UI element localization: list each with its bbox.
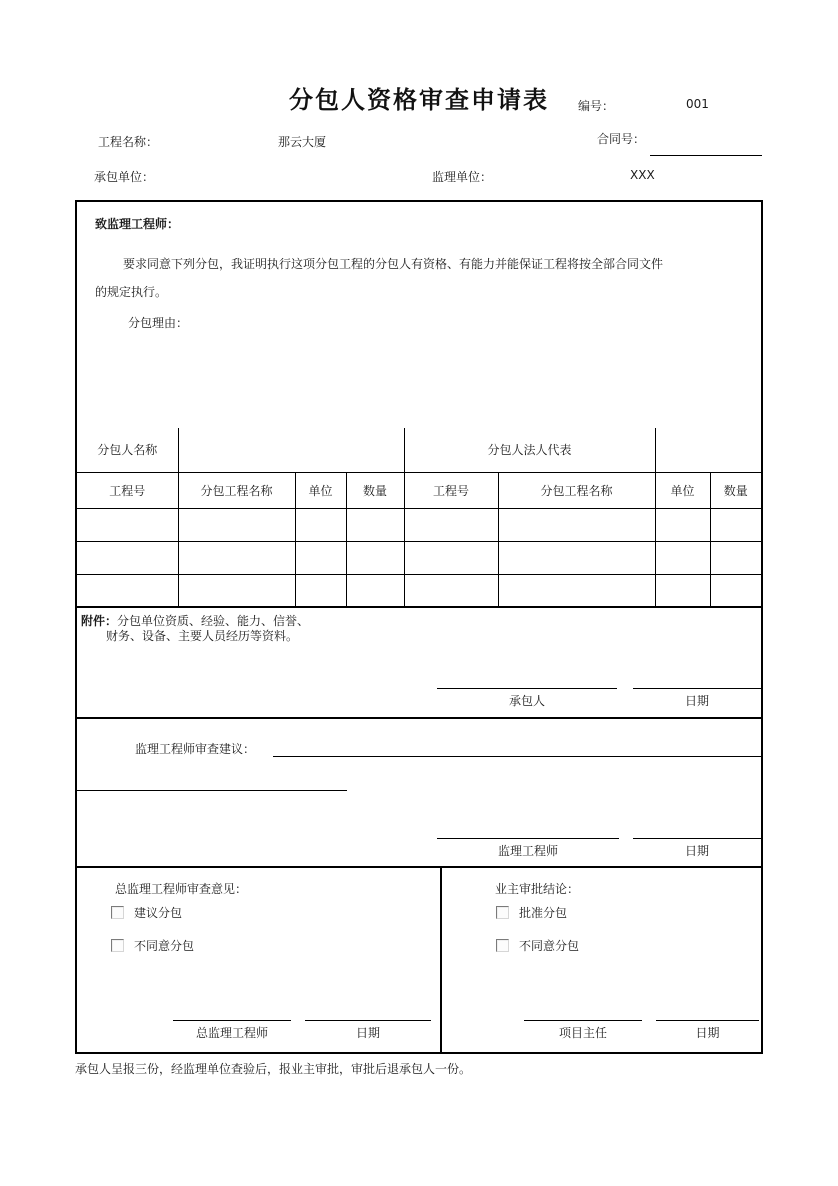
request-body-line1: 要求同意下列分包，我证明执行这项分包工程的分包人有资格、有能力并能保证工程将按全部合同文件 bbox=[123, 257, 664, 271]
salutation: 致监理工程师： bbox=[95, 217, 180, 231]
chief-date-line[interactable] bbox=[305, 1020, 431, 1041]
table-cell[interactable] bbox=[404, 508, 498, 541]
table-cell[interactable] bbox=[404, 541, 498, 574]
engineer-signature-label: 监理工程师 bbox=[497, 844, 558, 858]
owner-signature-label: 项目主任 bbox=[558, 1026, 607, 1040]
engineer-review-field-line2[interactable] bbox=[77, 757, 347, 791]
form-no-label: 编号： bbox=[578, 99, 615, 113]
page-title: 分包人资格审查申请表 bbox=[289, 86, 549, 114]
checkbox-icon[interactable] bbox=[111, 939, 124, 952]
chief-date-label: 日期 bbox=[355, 1026, 380, 1040]
chief-option-disagree-label: 不同意分包 bbox=[134, 939, 195, 953]
contractor-date-line[interactable] bbox=[633, 688, 761, 709]
subcontractor-name-label: 分包人名称 bbox=[77, 428, 178, 472]
table-cell[interactable] bbox=[77, 541, 178, 574]
column-header: 分包工程名称 bbox=[498, 472, 655, 508]
column-header: 数量 bbox=[346, 472, 404, 508]
table-cell[interactable] bbox=[295, 541, 346, 574]
owner-date-line[interactable] bbox=[656, 1020, 759, 1041]
engineer-signature-line[interactable] bbox=[437, 838, 619, 859]
owner-approval-column bbox=[442, 868, 759, 1052]
table-cell[interactable] bbox=[178, 541, 295, 574]
request-section bbox=[77, 202, 761, 428]
contract-no-label: 合同号： bbox=[597, 132, 646, 146]
attachment-line1: 分包单位资质、经验、能力、信誉、 bbox=[117, 614, 310, 628]
table-cell[interactable] bbox=[710, 574, 761, 607]
table-cell[interactable] bbox=[655, 574, 710, 607]
chief-review-column bbox=[77, 868, 442, 1052]
contractor-signature-line[interactable] bbox=[437, 688, 617, 709]
table-cell[interactable] bbox=[346, 574, 404, 607]
supervisor-value: XXX bbox=[630, 168, 655, 182]
table-cell[interactable] bbox=[77, 574, 178, 607]
contractor-label: 承包单位： bbox=[94, 170, 155, 184]
approval-section bbox=[77, 866, 761, 1052]
table-cell[interactable] bbox=[498, 508, 655, 541]
reason-field[interactable] bbox=[128, 332, 728, 422]
column-header: 数量 bbox=[710, 472, 761, 508]
project-name-label: 工程名称： bbox=[98, 135, 159, 149]
legal-representative-label: 分包人法人代表 bbox=[404, 428, 655, 472]
engineer-review-field-line1[interactable] bbox=[273, 719, 761, 757]
subcontractor-name-value-cell[interactable] bbox=[178, 428, 404, 472]
column-header: 单位 bbox=[655, 472, 710, 508]
chief-signature-label: 总监理工程师 bbox=[195, 1026, 268, 1040]
column-header: 工程号 bbox=[77, 472, 178, 508]
footer-note: 承包人呈报三份，经监理单位查验后，报业主审批，审批后退承包人一份。 bbox=[75, 1062, 472, 1076]
table-cell[interactable] bbox=[498, 541, 655, 574]
attachment-line2: 财务、设备、主要人员经历等资料。 bbox=[106, 629, 299, 643]
chief-option-disagree[interactable] bbox=[111, 937, 194, 954]
table-cell[interactable] bbox=[498, 574, 655, 607]
table-cell[interactable] bbox=[178, 508, 295, 541]
column-header: 分包工程名称 bbox=[178, 472, 295, 508]
owner-date-label: 日期 bbox=[695, 1026, 720, 1040]
legal-representative-value-cell[interactable] bbox=[655, 428, 761, 472]
table-cell[interactable] bbox=[346, 541, 404, 574]
table-cell[interactable] bbox=[346, 508, 404, 541]
contractor-signature-label: 承包人 bbox=[508, 694, 545, 708]
table-cell[interactable] bbox=[710, 508, 761, 541]
table-cell[interactable] bbox=[77, 508, 178, 541]
chief-option-recommend[interactable] bbox=[111, 904, 182, 921]
table-cell[interactable] bbox=[178, 574, 295, 607]
supervisor-label: 监理单位： bbox=[432, 170, 493, 184]
engineer-review-label: 监理工程师审查建议： bbox=[135, 742, 256, 756]
table-cell[interactable] bbox=[655, 541, 710, 574]
owner-option-approve-label: 批准分包 bbox=[519, 906, 568, 920]
checkbox-icon[interactable] bbox=[496, 906, 509, 919]
form-body bbox=[75, 200, 763, 1054]
request-body-line2: 的规定执行。 bbox=[95, 285, 168, 299]
table-cell[interactable] bbox=[295, 508, 346, 541]
attachment-section bbox=[77, 606, 761, 717]
table-cell[interactable] bbox=[655, 508, 710, 541]
contractor-date-label: 日期 bbox=[684, 694, 709, 708]
checkbox-icon[interactable] bbox=[111, 906, 124, 919]
owner-option-disagree-label: 不同意分包 bbox=[519, 939, 580, 953]
engineer-date-line[interactable] bbox=[633, 838, 761, 859]
contract-no-field[interactable] bbox=[650, 143, 762, 156]
table-cell[interactable] bbox=[404, 574, 498, 607]
subcontractor-table bbox=[77, 428, 761, 607]
table-cell[interactable] bbox=[710, 541, 761, 574]
table-cell[interactable] bbox=[295, 574, 346, 607]
project-name-value: 那云大厦 bbox=[278, 135, 327, 149]
owner-option-disagree[interactable] bbox=[496, 937, 579, 954]
attachment-label: 附件： bbox=[81, 614, 118, 628]
chief-review-label: 总监理工程师审查意见： bbox=[115, 882, 248, 896]
engineer-date-label: 日期 bbox=[684, 844, 709, 858]
engineer-review-section bbox=[77, 717, 761, 866]
owner-option-approve[interactable] bbox=[496, 904, 567, 921]
column-header: 单位 bbox=[295, 472, 346, 508]
checkbox-icon[interactable] bbox=[496, 939, 509, 952]
owner-approval-label: 业主审批结论： bbox=[495, 882, 580, 896]
chief-option-recommend-label: 建议分包 bbox=[134, 906, 183, 920]
form-no-value: 001 bbox=[686, 97, 709, 111]
chief-signature-line[interactable] bbox=[173, 1020, 291, 1041]
owner-signature-line[interactable] bbox=[524, 1020, 642, 1041]
column-header: 工程号 bbox=[404, 472, 498, 508]
reason-label: 分包理由： bbox=[128, 316, 189, 330]
